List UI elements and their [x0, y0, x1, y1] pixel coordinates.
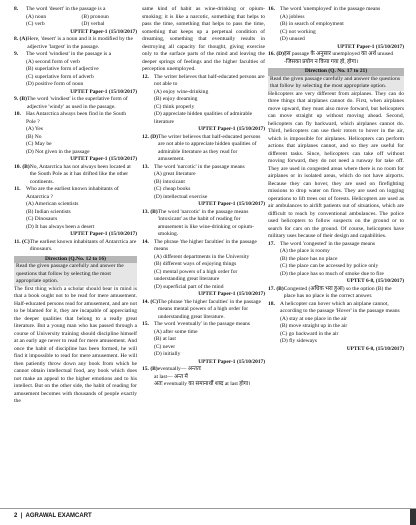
question-text: The word 'desert' in the passage is a — [26, 6, 106, 12]
explanation-text: eventually— अन्ततः — [157, 366, 202, 372]
answer-key: 11. (C) — [14, 238, 30, 245]
explanation-text: इस passage के अनुसार unemployed का अर्थ unused -जिसका प्रयोग न किया गया हो, होगा। — [284, 51, 394, 65]
option: (A) enjoy wine-drinking — [154, 88, 209, 95]
answer-key: 17. (B) — [268, 285, 284, 292]
direction-heading: Direction (Q.No. 12 to 16) — [14, 256, 137, 264]
explanation-text: The writer believes that half-educated persons are not able to appreciate hidden qualities of admirable literature as they read for amusement. — [158, 133, 261, 162]
option: (D) superficial part of the mind — [154, 283, 224, 290]
question-text: Has Antarctica always been find in the South Pole ? — [26, 111, 126, 125]
question-number: 18. — [268, 300, 275, 307]
question — [142, 164, 265, 172]
exam-source: UPTET Paper-1 (15/10/2017) — [198, 358, 265, 365]
question-text: The word 'unemployed' in the passage means — [280, 6, 381, 12]
answer-key: 14. (C) — [142, 298, 159, 305]
option: (D) appreciate hidden qualities of admirable literature — [154, 111, 253, 125]
question-number: 12. — [142, 73, 149, 80]
question — [268, 301, 404, 316]
option: (D) unused — [280, 36, 305, 42]
footer-separator: | — [19, 513, 25, 519]
option: (C) cheap books — [154, 186, 191, 192]
question-text: The word 'congested' in the passage means — [280, 240, 376, 247]
option: (A) Yes — [26, 126, 43, 132]
explanation-text: The word 'narcotic' in the passage means 'intoxicant' as the habit of reading for amusement is like wine-drinking or opium-smoking. — [157, 208, 255, 237]
exam-source: UPTET Paper-1 (15/10/2017) — [198, 291, 265, 297]
answer-explanation — [142, 366, 265, 374]
option: (C) mental powers of a high order for understanding great literature — [154, 268, 238, 282]
answer-explanation — [14, 36, 137, 51]
option: (A) stay at one place in the air — [280, 315, 347, 322]
option: (B) intoxicant — [154, 178, 185, 185]
question-number: 14. — [142, 238, 149, 245]
exam-source: UPTET Paper-1 (15/10/2017) — [198, 126, 265, 132]
answer-key: 12. (D) — [142, 133, 159, 140]
answer-explanation — [142, 299, 265, 322]
option: (D) It has always been a desert — [26, 223, 95, 230]
option: (B) in search of employment — [280, 21, 344, 27]
question — [14, 111, 137, 126]
option: (A) jobless — [280, 13, 305, 20]
answer-explanation — [14, 239, 137, 254]
exam-source: UPTET Paper-1 (15/10/2017) — [70, 156, 137, 162]
explanation-text: Here, 'desert' is a noun and it is modified by the adjective 'largest' in the passage. — [27, 36, 133, 50]
answer-explanation — [14, 96, 137, 111]
question — [268, 6, 404, 14]
column-middle — [142, 6, 265, 389]
option: (B) different ways of enjoying things — [154, 261, 237, 267]
option: (B) the place has no place — [280, 255, 338, 262]
option: (D) fly sideways — [280, 338, 317, 344]
option: (C) verb — [26, 21, 45, 27]
option: (C) go backward in the air — [280, 330, 339, 337]
question-text: The word 'eventually' in the passage means — [154, 321, 250, 327]
question — [14, 6, 137, 14]
column-right — [268, 6, 404, 353]
question — [268, 241, 404, 249]
question-number: 10. — [14, 111, 21, 117]
question-text: The word 'narcotic' in the passage means — [154, 163, 245, 170]
footer-edge-bar — [410, 509, 416, 525]
option: (B) No — [26, 133, 42, 140]
answer-explanation — [268, 286, 404, 301]
direction-text: Read the given passage carefully and answer the questions that follow by selecting the most appropriate option. — [268, 76, 404, 91]
exam-source: UPTET 6-8, (15/10/2017) — [346, 345, 404, 352]
option: (D) verbal — [81, 21, 105, 27]
question — [14, 186, 137, 201]
column-left — [14, 6, 137, 406]
option: (A) different departments in the University — [154, 253, 250, 260]
answer-key: 16. (D) — [268, 51, 285, 57]
option: (D) initially — [154, 351, 181, 357]
answer-explanation — [268, 51, 404, 66]
direction-text: Read the given passage carefully and answer the questions that follow by selecting the most appropriate option. — [14, 263, 137, 286]
question-number: 8. — [14, 6, 19, 12]
option: (A) American scientists — [26, 201, 79, 207]
question — [142, 321, 265, 329]
question-text: A helicopter can hover which an airplane cannot, according to the passage 'Hover' in the passage means — [280, 300, 400, 314]
question — [14, 51, 137, 59]
option: (C) May be — [26, 141, 52, 147]
question — [142, 239, 265, 254]
option: (C) think properly — [154, 103, 195, 110]
option: (C) Dinosaurs — [26, 216, 58, 222]
answer-explanation — [142, 209, 265, 239]
question — [142, 74, 265, 89]
question-number: 13. — [142, 163, 149, 170]
answer-key: 8. (A) — [14, 36, 28, 42]
option: (B) move straight up in the air — [280, 323, 348, 329]
page-number: 2 — [14, 513, 18, 519]
explanation-text: The earliest known inhabitants of Antarctica are dinosaurs. — [29, 238, 137, 252]
passage-text: same kind of habit as wine-drinking or opium-smoking; it is like a narcotic, something that helps to pass the time, something that helps to pass the time, something that keeps up a perpetual condition of dreaming, something that eventually results in destroying all capacity for thought, giving exercise only to the surface parts of the mind and leaving the deeper springs of feelings and the higher faculties of perception unemployed. — [142, 6, 265, 72]
question-text: Who are the earliest known inhabitants of Antarctica ? — [26, 186, 119, 200]
option: (D) the place has so much of smoke due to fire — [280, 270, 384, 277]
option: (D) positive form of noun — [26, 81, 84, 87]
option: (B) pronoun — [81, 13, 109, 20]
question-number: 15. — [142, 321, 149, 327]
exam-source: UPTET Paper-1 (15/10/2017) — [198, 201, 265, 207]
exam-source: UPTET Paper-1 (15/10/2017) — [70, 88, 137, 95]
passage-text: Helicopters are very different from airplanes. They can do three things that airplanes cannot do. First, when airplanes move upward, they must also move forward, but helicopters can move straight up without moving ahead. Second, helicopters can fly backward, which airplanes cannot do. Third, helicopters can use their rotors to hover in the air, which is impossible for airplanes. Helicopters can perform actions that airplanes cannot, and so they are useful for different tasks. Since, helicopters can take off without moving forward, they do not need a runway for take off. They are used in congested areas where there is no room for airplanes or in isolated areas, which do not have airports. Because they can hover, they are used on firefighting missions to drop water on fires. They are used on logging operations to lift trees out of forests. Helicopters are used as air ambulances to airlift patients out of situations, which are difficult to reach by conventional ambulances. The police used helicopters to follow suspects on the ground or to search for cars on the ground. Of course, helicopters have military uses because of their design and capabilities. — [268, 90, 404, 239]
option-row — [14, 21, 137, 29]
option: (A) noun — [26, 13, 47, 20]
option: (B) at last — [154, 336, 176, 342]
question-number: 17. — [268, 240, 275, 247]
footer-brand: AGRAWAL EXAMCART — [25, 513, 92, 519]
option: (A) after some time — [154, 328, 198, 335]
answer-key: 13. (B) — [142, 208, 158, 215]
exam-source: UPTET Paper-1 (15/10/2017) — [70, 231, 137, 237]
option-row — [14, 14, 137, 22]
option: (D) Not given in the passage — [26, 148, 90, 155]
exam-source: UPTET Paper-1 (15/10/2017) — [337, 43, 404, 50]
explanation-text: The phrase 'the higher faculties' in the passage means mental powers of a high order for understanding great literature. — [158, 298, 261, 320]
footer-text — [14, 513, 92, 519]
explanation-text: Congested (अधिक भरा हुआ) so the option (B) the place has no place is the correct answer. — [283, 285, 392, 299]
answer-key: 10. (B) — [14, 163, 30, 170]
option: (D) intellectual exercise — [154, 193, 208, 200]
question-number: 9. — [14, 51, 19, 57]
option: (C) not working — [280, 28, 316, 35]
option: (A) the place is roomy — [280, 248, 330, 254]
question-number: 16. — [268, 6, 275, 12]
option: (C) superlative form of adverb — [26, 73, 94, 80]
option: (C) the place can be accessed by police only — [280, 263, 379, 269]
option: at last— अन्त में — [154, 373, 188, 380]
page-footer — [0, 508, 416, 525]
direction-heading: Direction (Q. No. 17 to 21) — [268, 68, 404, 76]
option: (C) never — [154, 343, 176, 350]
exam-source: UPTET 6-8, (15/10/2017) — [346, 278, 404, 284]
answer-explanation — [14, 164, 137, 187]
passage-text: The first thing which a scholar should bear in mind is that a book ought not to be read for mere amusement. Half-educated persons read for amusement, and are not to be blamed for it, they are incapable of appreciating the deeper qualities that belong to a really great literature. But a young man who has passed through a course of University training should discipline himself at an early age never to read for mere amusement. And once the habit of discipline has been formed, he will find it impossible to read for mere amusement. He will then patiently throw down any book from which he cannot obtain intellectual food, any book which does not make an appeal to the higher emotions and to his intellect. But on the other side, the habit of reading for amusement becomes with thousands of people exactly the — [14, 285, 137, 404]
answer-key: 9. (B) — [14, 96, 27, 102]
answer-key: 15. (B) — [142, 366, 158, 372]
question-text: The word 'windiest' in the passage is a — [26, 51, 112, 57]
question-number: 11. — [14, 186, 21, 192]
option: अतः eventually का समानार्थी शब्द at last होगा। — [154, 381, 251, 387]
option: (B) Indian scientists — [26, 208, 71, 215]
explanation-text: The word 'windiest' is the superlative form of adjective 'windy' as used in the passage. — [26, 96, 128, 110]
option: (B) enjoy dreaming — [154, 96, 198, 102]
explanation-text: No, Antarctica has not always been located at the South Pole as it has drifted like the other continents. — [29, 163, 131, 185]
option: (A) great literature — [154, 171, 196, 177]
option: (B) superlative form of adjective — [26, 66, 99, 72]
question-text: The writer believes that half-educated persons are not able to — [154, 73, 265, 87]
exam-source: UPTET Paper-1 (15/10/2017) — [70, 28, 137, 35]
answer-explanation — [142, 134, 265, 164]
question-text: The phrase 'the higher faculties' in the passage means — [154, 238, 257, 252]
option: (A) second form of verb — [26, 58, 80, 65]
